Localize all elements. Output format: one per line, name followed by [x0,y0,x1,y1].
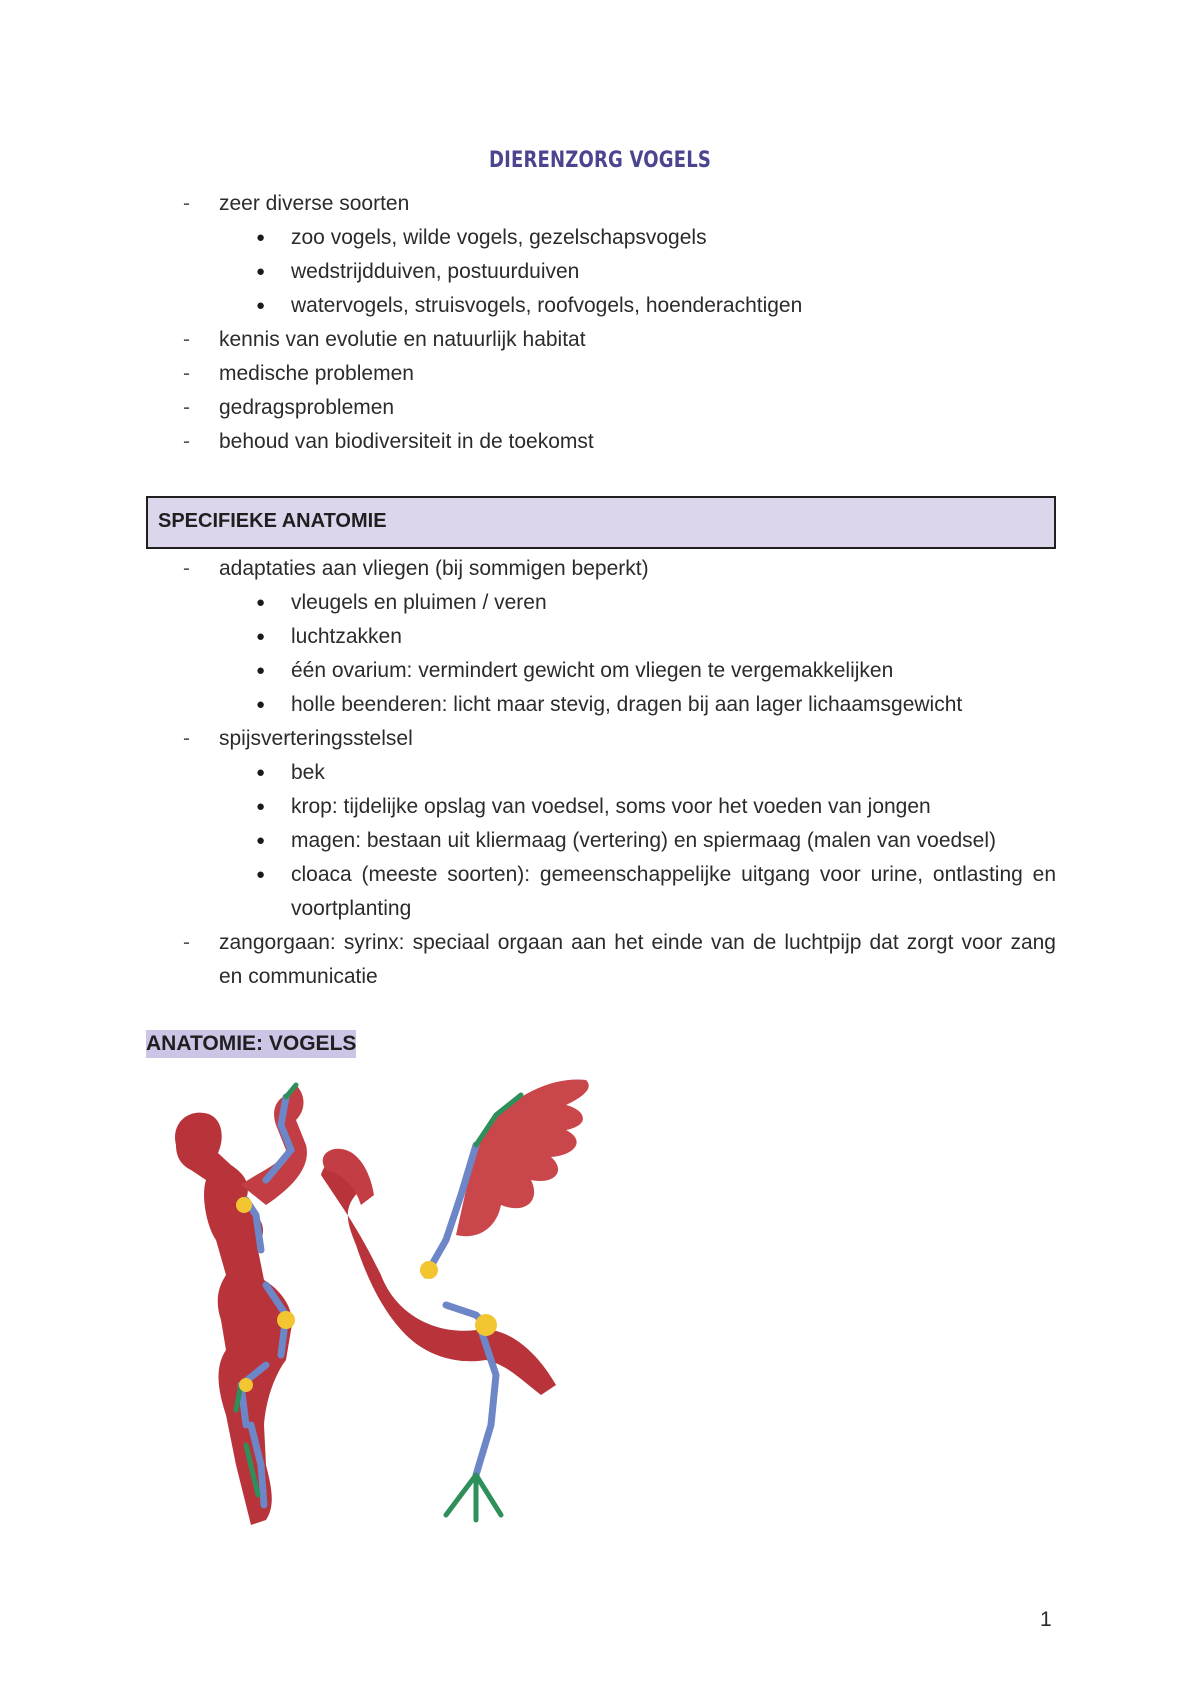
section-heading: SPECIFIEKE ANATOMIE [158,510,387,532]
sub-list-item: ● cloaca (meeste soorten): gemeenschappelijke uitgang voor urine, ontlasting en voortplanting [219,858,1200,926]
list-item-text: spijsverteringsstelsel [219,727,413,750]
bird-joint [475,1314,497,1336]
human-joint [236,1197,252,1213]
list-item [0,552,1200,722]
section-heading-box [146,496,1056,549]
human-joint [277,1311,295,1329]
bird-wing [456,1079,589,1236]
bird-figure [321,1079,589,1520]
anatomy-list [0,552,1200,994]
bird-human-anatomy-illustration [146,1065,646,1565]
sub-list-item: ● bek [219,756,1200,790]
sub-list [219,221,1200,323]
human-joint [239,1378,253,1392]
page-number: 1 [1040,1608,1052,1631]
sub-list-item: ● krop: tijdelijke opslag van voedsel, soms voor het voeden van jongen [219,790,1200,824]
list-item: - gedragsproblemen [0,391,1200,425]
list-item-text: adaptaties aan vliegen (bij sommigen beperkt) [219,557,649,580]
list-item-text: zeer diverse soorten [219,192,410,215]
sub-list-item: ● holle beenderen: licht maar stevig, dragen bij aan lager lichaamsgewicht [219,688,1200,722]
bird-joint [420,1261,438,1279]
sub-list-item: ● wedstrijdduiven, postuurduiven [219,255,1200,289]
document-title: DIERENZORG VOGELS [488,148,712,173]
sub-list-item: ● luchtzakken [219,620,1200,654]
human-figure [175,1085,307,1525]
intro-list [0,187,1200,459]
list-item: - behoud van biodiversiteit in de toekomst [0,425,1200,459]
sub-list-item: ● vleugels en pluimen / veren [219,586,1200,620]
sub-list-item: ● watervogels, struisvogels, roofvogels, hoenderachtigen [219,289,1200,323]
sub-list [219,756,1200,926]
sub-list-item: ● magen: bestaan uit kliermaag (vertering) en spiermaag (malen van voedsel) [219,824,1200,858]
list-item [0,722,1200,926]
sub-list [219,586,1200,722]
list-item [0,187,1200,323]
sub-list-item: ● één ovarium: vermindert gewicht om vliegen te vergemakkelijken [219,654,1200,688]
anatomy-heading: ANATOMIE: VOGELS [146,1030,356,1058]
sub-list-item: ● zoo vogels, wilde vogels, gezelschapsvogels [219,221,1200,255]
list-item: - medische problemen [0,357,1200,391]
list-item: - kennis van evolutie en natuurlijk habitat [0,323,1200,357]
human-arm [241,1085,307,1205]
list-item: - zangorgaan: syrinx: speciaal orgaan aan het einde van de luchtpijp dat zorgt voor zang en communicatie [0,926,1200,994]
